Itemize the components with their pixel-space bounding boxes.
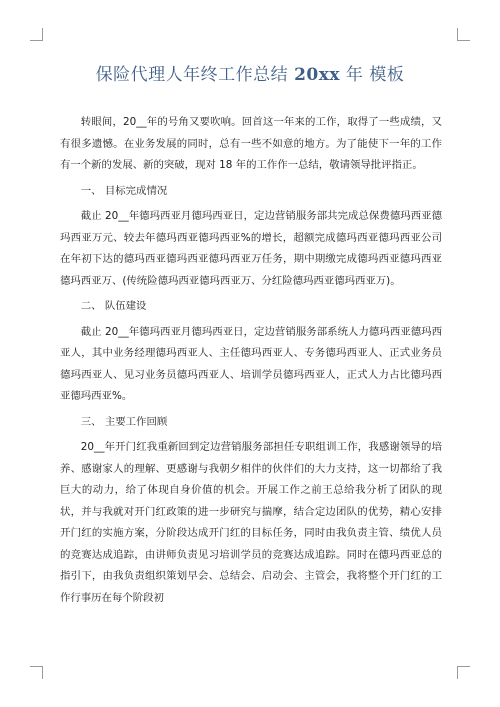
crop-mark-top-left bbox=[30, 28, 43, 41]
document-title bbox=[0, 64, 500, 86]
paragraph-review: 20__年开门红我重新回到定边营销服务部担任专职组训工作，我感谢领导的培养、感谢家人的理解、更感谢与我朝夕相伴的伙伴们的大力支持，这一切都给了我巨大的动力，给了体现自身价值的机会。开展工作之前王总给我分析了团队的现状，并与我就对开门红政策的进一步研究与揣摩，结合定边团队的优势，精心安排开门红的实施方案，分阶段达成开门红的目标任务，同时由我负责主管、绩优人员的竞赛达成追踪，由讲师负责见习培训学员的竞赛达成追踪。同时在德玛西亚总的指引下，由我负责组织策划早会、总结会、启动会、主管会，我将整个开门红的工作行事历在每个阶段初 bbox=[60, 441, 442, 604]
title-prefix: 保险代理人年终工作总结 bbox=[95, 65, 295, 85]
paragraph-goals: 截止 20__年德玛西亚月德玛西亚日，定边营销服务部共完成总保费德玛西亚德玛西亚万元、较去年德玛西亚德玛西亚%的增长，超额完成德玛西亚德玛西亚公司在年初下达的德玛西亚德玛西亚德玛西亚万任务，期中期缴完成德玛西亚德玛西亚德玛西亚万、(传统险德玛西亚德玛西亚万、分红险德玛西亚德玛西亚万)。 bbox=[60, 210, 442, 287]
paragraph-intro: 转眼间，20__年的号角又要吹响。回首这一年来的工作，取得了一些成绩，又有很多遗憾。在业务发展的同时，总有一些不如意的地方。为了能使下一年的工作有一个新的发展、新的突破，现对 18 年的工作作一总结，敬请领导批评指正。 bbox=[60, 116, 442, 171]
crop-mark-bottom-left bbox=[30, 666, 43, 679]
paragraph-team: 截止 20__年德玛西亚月德玛西亚日，定边营销服务部系统人力德玛西亚德玛西亚人，其中业务经理德玛西亚人、主任德玛西亚人、专务德玛西亚人、正式业务员德玛西亚人、见习业务员德玛西亚人、培训学员德玛西亚人，正式人力占比德玛西亚德玛西亚%。 bbox=[60, 325, 442, 402]
title-year: 20xx bbox=[294, 65, 341, 85]
section-heading-team: 二、 队伍建设 bbox=[80, 300, 147, 312]
crop-mark-bottom-right bbox=[457, 666, 470, 679]
document-body bbox=[60, 112, 442, 613]
crop-mark-top-right bbox=[457, 28, 470, 41]
section-heading-review: 三、 主要工作回顾 bbox=[80, 415, 168, 428]
section-heading-goals: 一、 目标完成情况 bbox=[80, 184, 168, 197]
title-suffix: 年 模板 bbox=[340, 65, 405, 85]
